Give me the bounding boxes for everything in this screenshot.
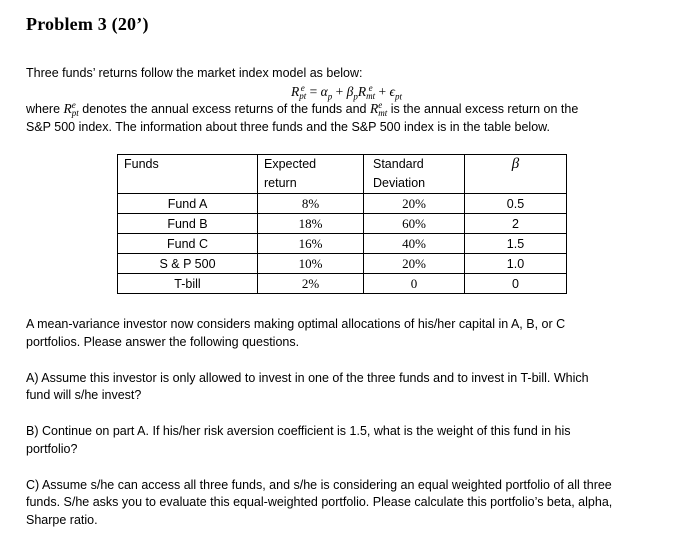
beta-value: 1.0	[465, 254, 567, 274]
standard-deviation: 20%	[364, 194, 465, 214]
expected-return: 16%	[258, 234, 364, 254]
mv-investor-line-2: portfolios. Please answer the following questions.	[26, 335, 300, 349]
table-header-row	[118, 155, 567, 194]
mv-investor-line-1: A mean-variance investor now considers making optimal allocations of his/her capital in A, B, or C	[26, 317, 566, 331]
fund-name: Fund C	[118, 234, 258, 254]
table-row	[118, 274, 567, 294]
question-c-line-1: C) Assume s/he can access all three funds, and s/he is considering an equal weighted portfolio of all three	[26, 478, 612, 492]
expected-return: 8%	[258, 194, 364, 214]
standard-deviation: 0	[364, 274, 465, 294]
market-index-model-formula: R e pt = $\alpha_p + \beta_pR$ e mt + $\epsilon_{pt}$	[291, 83, 402, 102]
standard-deviation: 60%	[364, 214, 465, 234]
fund-name: Fund B	[118, 214, 258, 234]
question-c-line-2: funds. S/he asks you to evaluate this equal-weighted portfolio. Please calculate this portfolio’s beta, alpha,	[26, 495, 613, 509]
header-beta: β	[465, 155, 567, 194]
header-expected-return: Expected return	[258, 155, 364, 194]
table-row	[118, 254, 567, 274]
header-standard-deviation: Standard Deviation	[364, 155, 465, 194]
intro-text: Three funds’ returns follow the market index model as below:	[26, 66, 363, 80]
table-row	[118, 214, 567, 234]
standard-deviation: 20%	[364, 254, 465, 274]
beta-value: 1.5	[465, 234, 567, 254]
beta-value: 0.5	[465, 194, 567, 214]
standard-deviation: 40%	[364, 234, 465, 254]
beta-value: 2	[465, 214, 567, 234]
fund-name: T-bill	[118, 274, 258, 294]
fund-name: S & P 500	[118, 254, 258, 274]
table-row	[118, 234, 567, 254]
header-funds: Funds	[118, 155, 258, 194]
question-b-line-2: portfolio?	[26, 442, 78, 456]
table-row	[118, 194, 567, 214]
funds-table	[117, 154, 567, 294]
where-text-line-1: where R e pt denotes the annual excess returns of the funds and R e mt is the annual excess return on the	[26, 100, 579, 118]
problem-title: Problem 3 (20’)	[26, 14, 149, 34]
question-a-line-2: fund will s/he invest?	[26, 388, 142, 402]
question-a-line-1: A) Assume this investor is only allowed to invest in one of the three funds and to invest in T-bill. Which	[26, 371, 589, 385]
beta-value: 0	[465, 274, 567, 294]
fund-name: Fund A	[118, 194, 258, 214]
expected-return: 18%	[258, 214, 364, 234]
expected-return: 10%	[258, 254, 364, 274]
where-text-line-2: S&P 500 index. The information about three funds and the S&P 500 index is in the table below.	[26, 120, 550, 134]
question-b-line-1: B) Continue on part A. If his/her risk aversion coefficient is 1.5, what is the weight of this fund in his	[26, 424, 571, 438]
expected-return: 2%	[258, 274, 364, 294]
question-c-line-3: Sharpe ratio.	[26, 513, 98, 527]
